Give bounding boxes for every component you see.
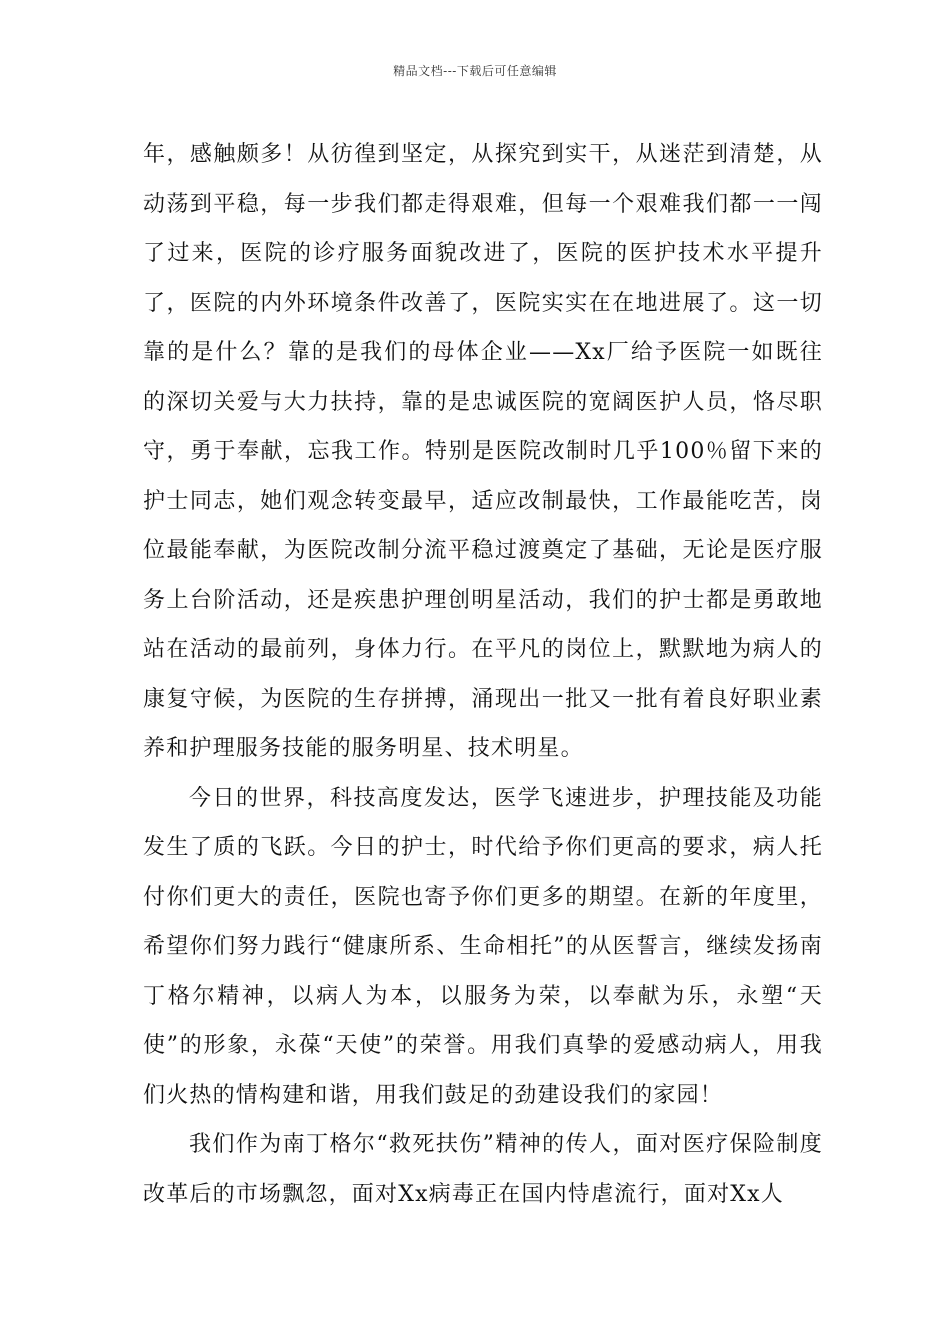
paragraph-3: 我们作为南丁格尔“救死扶伤”精神的传人，面对医疗保险制度改革后的市场飘忽，面对Xx病毒正在国内恃虐流行，面对Xx人 — [143, 1132, 823, 1207]
paragraph-2: 今日的世界，科技高度发达，医学飞速进步，护理技能及功能发生了质的飞跃。今日的护士，时代给予你们更高的要求，病人托付你们更大的责任，医院也寄予你们更多的期望。在新的年度里，希望你们努力践行“健康所系、生命相托”的从医誓言，继续发扬南丁格尔精神，以病人为本，以服务为荣，以奉献为乐，永塑“天使”的形象，永葆“天使”的荣誉。用我们真挚的爱感动病人，用我们火热的情构建和谐，用我们鼓足的劲建设我们的家园！ — [143, 785, 823, 1108]
document-body — [143, 130, 823, 1219]
page-header: 精品文档---下载后可任意编辑 — [393, 64, 557, 78]
paragraph-1: 年，感触颇多！从彷徨到坚定，从探究到实干，从迷茫到清楚，从动荡到平稳，每一步我们都走得艰难，但每一个艰难我们都一一闯了过来，医院的诊疗服务面貌改进了，医院的医护技术水平提升了，医院的内外环境条件改善了，医院实实在在地进展了。这一切靠的是什么？靠的是我们的母体企业——Xx厂给予医院一如既往的深切关爱与大力扶持，靠的是忠诚医院的宽阔医护人员，恪尽职守，勇于奉献，忘我工作。特别是医院改制时几乎100％留下来的护士同志，她们观念转变最早，适应改制最快，工作最能吃苦，岗位最能奉献，为医院改制分流平稳过渡奠定了基础，无论是医疗服务上台阶活动，还是疾患护理创明星活动，我们的护士都是勇敢地站在活动的最前列，身体力行。在平凡的岗位上，默默地为病人的康复守候，为医院的生存拼搏，涌现出一批又一批有着良好职业素养和护理服务技能的服务明星、技术明星。 — [143, 142, 823, 761]
